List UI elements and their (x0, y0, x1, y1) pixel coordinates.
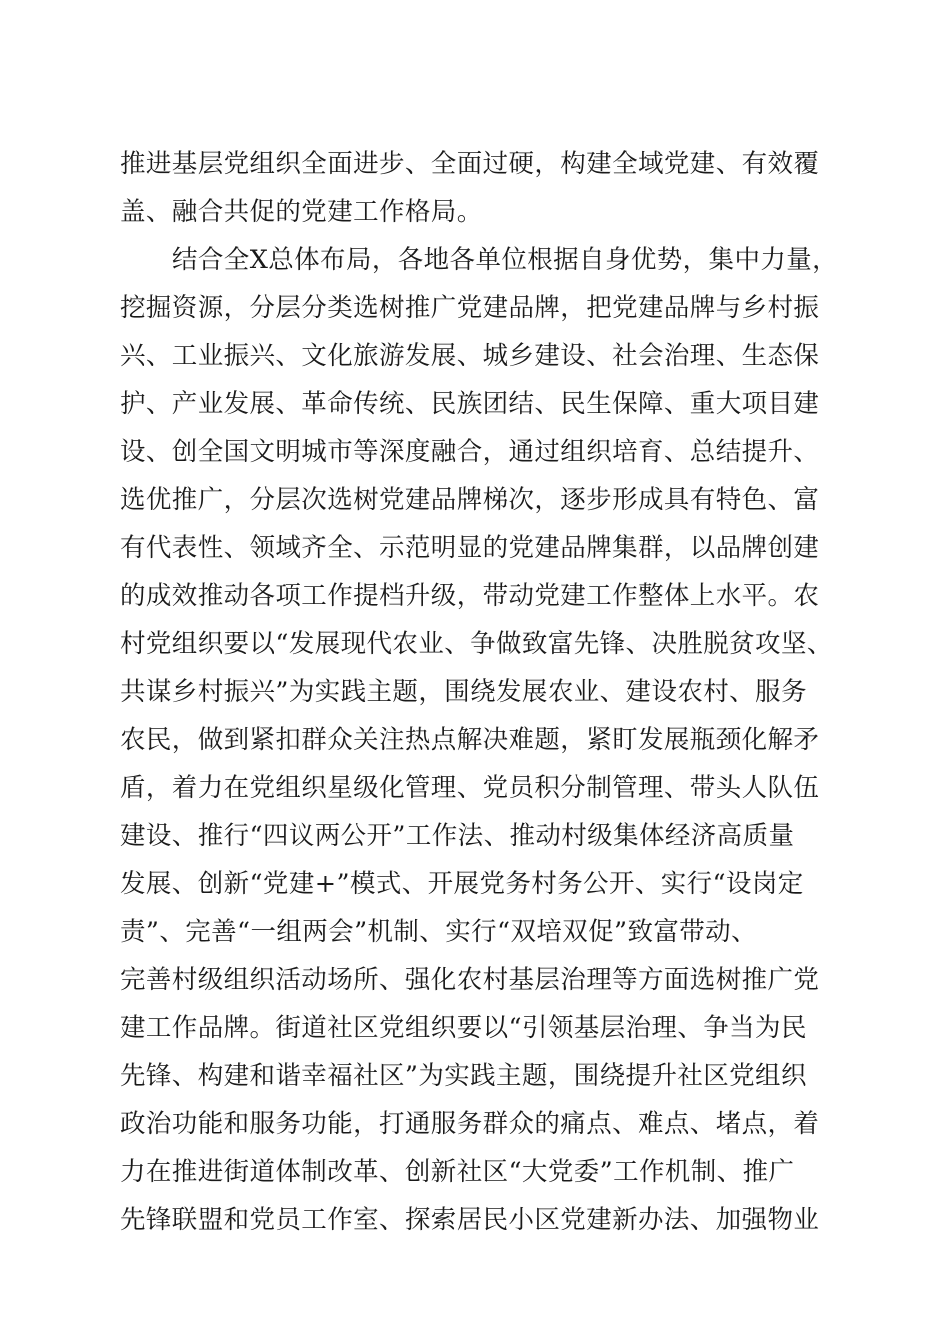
body-text (120, 140, 840, 1244)
text-line: 推进基层党组织全面进步、全面过硬，构建全域党建、有效覆 (120, 149, 820, 179)
text-line: 盖、融合共促的党建工作格局。 (120, 197, 483, 227)
text-line: 政治功能和服务功能，打通服务群众的痛点、难点、堵点，着 (120, 1109, 820, 1139)
text-line: 责”、完善“一组两会”机制、实行“双培双促”致富带动、 (120, 917, 757, 947)
text-line: 农民，做到紧扣群众关注热点解决难题，紧盯发展瓶颈化解矛 (120, 725, 820, 755)
text-line: 先锋联盟和党员工作室、探索居民小区党建新办法、加强物业 (120, 1205, 820, 1235)
text-line: 的成效推动各项工作提档升级，带动党建工作整体上水平。农 (120, 581, 820, 611)
text-line: 力在推进街道体制改革、创新社区“大党委”工作机制、推广 (120, 1157, 795, 1187)
text-line: 有代表性、领域齐全、示范明显的党建品牌集群，以品牌创建 (120, 533, 820, 563)
text-line: 护、产业发展、革命传统、民族团结、民生保障、重大项目建 (120, 389, 820, 419)
text-line: 共谋乡村振兴”为实践主题，围绕发展农业、建设农村、服务 (120, 677, 807, 707)
text-line: 挖掘资源，分层分类选树推广党建品牌，把党建品牌与乡村振 (120, 293, 820, 323)
text-line: 建工作品牌。街道社区党组织要以“引领基层治理、争当为民 (120, 1013, 807, 1043)
text-line: 发展、创新“党建+”模式、开展党务村务公开、实行“设岗定 (120, 869, 804, 899)
text-line: 盾，着力在党组织星级化管理、党员积分制管理、带头人队伍 (120, 773, 820, 803)
text-line: 建设、推行“四议两公开”工作法、推动村级集体经济高质量 (120, 821, 795, 851)
text-line: 设、创全国文明城市等深度融合，通过组织培育、总结提升、 (120, 437, 820, 467)
text-line: 完善村级组织活动场所、强化农村基层治理等方面选树推广党 (120, 965, 820, 995)
text-line: 选优推广，分层次选树党建品牌梯次，逐步形成具有特色、富 (120, 485, 820, 515)
text-line: 村党组织要以“发展现代农业、争做致富先锋、决胜脱贫攻坚、 (120, 629, 833, 659)
text-line: 先锋、构建和谐幸福社区”为实践主题，围绕提升社区党组织 (120, 1061, 807, 1091)
paragraph-start-line: 结合全X总体布局，各地各单位根据自身优势，集中力量， (172, 245, 839, 275)
text-line: 兴、工业振兴、文化旅游发展、城乡建设、社会治理、生态保 (120, 341, 820, 371)
